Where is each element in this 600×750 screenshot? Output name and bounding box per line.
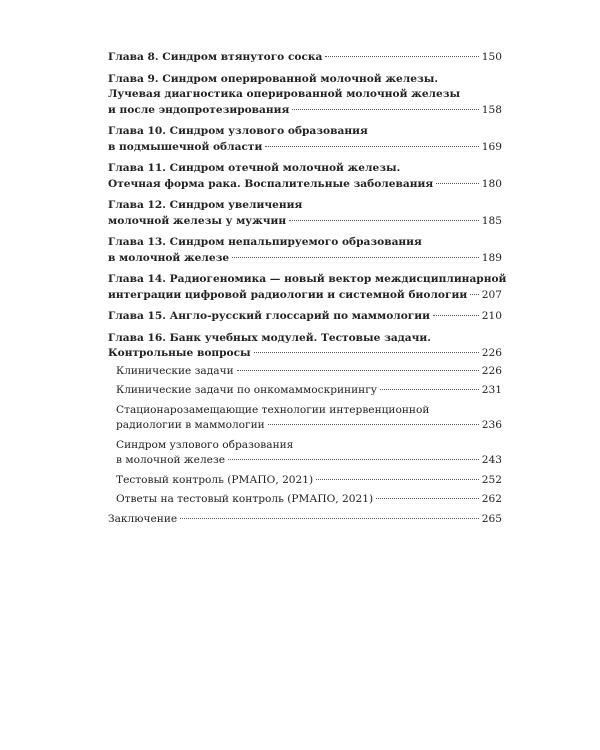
toc-entry-chapter-15[interactable] <box>108 309 502 325</box>
toc-entry-chapter-13[interactable] <box>108 235 502 266</box>
toc-title: Ответы на тестовый контроль (РМАПО, 2021) <box>116 493 374 505</box>
dot-leader <box>316 478 479 480</box>
toc-title-line: в молочной железе <box>108 251 230 264</box>
toc-subentry-interventional-radiology[interactable] <box>116 403 502 434</box>
toc-subentry-screening-tasks[interactable] <box>116 383 502 399</box>
dot-leader <box>470 293 479 295</box>
toc-page-number: 158 <box>481 103 502 116</box>
toc-title-line: Глава 11. Синдром отечной молочной железы. <box>108 162 401 174</box>
toc-entry-chapter-16[interactable] <box>108 331 502 362</box>
toc-entry-chapter-12[interactable] <box>108 198 502 229</box>
toc-entry-chapter-14[interactable] <box>108 272 507 303</box>
toc-subentry-nodular-formation[interactable] <box>116 438 502 469</box>
toc-title: Глава 8. Синдром втянутого соска <box>108 51 323 63</box>
toc-title-line: молочной железы у мужчин <box>108 214 287 227</box>
dot-leader <box>232 256 479 258</box>
toc-subentry-test-control[interactable] <box>116 473 502 489</box>
toc-title-line: Глава 9. Синдром оперированной молочной железы. <box>108 72 439 85</box>
dot-leader <box>325 55 478 57</box>
toc-page-number: 252 <box>481 473 502 486</box>
dot-leader <box>380 388 479 390</box>
toc-page-number: 185 <box>481 214 502 227</box>
toc-page-number: 231 <box>481 384 502 396</box>
toc-title-line: в молочной железе <box>116 454 225 466</box>
toc-page-number: 226 <box>481 347 502 359</box>
dot-leader <box>237 369 479 371</box>
toc-entry-chapter-10[interactable] <box>108 124 502 155</box>
toc-title: Клинические задачи по онкомаммоскринингу <box>116 384 378 396</box>
toc-title: Глава 15. Англо-русский глоссарий по маммологии <box>108 310 431 322</box>
toc-title: Клинические задачи <box>116 364 234 377</box>
toc-title-line: Отечная форма рака. Воспалительные заболевания <box>108 177 434 190</box>
toc-title-line: интеграции цифровой радиологии и системной биологии <box>108 288 468 301</box>
toc-title-line: Глава 16. Банк учебных модулей. Тестовые задачи. <box>108 331 431 344</box>
toc-page-number: 262 <box>481 493 502 505</box>
dot-leader <box>268 423 479 425</box>
toc-title-line: и после эндопротезирования <box>108 103 290 116</box>
toc-title-line: Глава 12. Синдром увеличения <box>108 199 303 211</box>
toc-title: Заключение <box>108 512 178 525</box>
toc-page-number: 243 <box>481 454 502 466</box>
toc-title-line: Глава 10. Синдром узлового образования <box>108 125 368 137</box>
toc-page-number: 226 <box>481 364 502 377</box>
toc-entry-chapter-11[interactable] <box>108 161 502 192</box>
toc-subentry-clinical-tasks[interactable] <box>116 364 502 380</box>
toc-page-number: 189 <box>481 251 502 264</box>
toc-title-line: Синдром узлового образования <box>116 438 294 451</box>
toc-subentry-test-answers[interactable] <box>116 492 502 508</box>
toc-title-line: Глава 14. Радиогеномика — новый вектор междисциплинарной <box>108 273 507 285</box>
toc-title-line: Глава 13. Синдром непальпируемого образования <box>108 236 422 248</box>
toc-page-number: 265 <box>481 512 502 525</box>
dot-leader <box>289 219 479 221</box>
toc-title-line: Лучевая диагностика оперированной молочной железы <box>108 88 461 100</box>
toc-title-line: Контрольные вопросы <box>108 347 251 359</box>
toc-title-line: радиологии в маммологии <box>116 419 265 431</box>
toc-title-line: в подмышечной области <box>108 140 263 153</box>
toc-page-number: 180 <box>481 177 502 190</box>
toc-page-number: 210 <box>481 310 502 322</box>
toc-entry-chapter-9[interactable] <box>108 72 502 119</box>
toc-page-number: 207 <box>481 288 502 301</box>
toc-entry-chapter-8[interactable] <box>108 50 502 66</box>
toc-title-line: Стационарозамещающие технологии интервенционной <box>116 403 430 416</box>
toc-title: Тестовый контроль (РМАПО, 2021) <box>116 473 314 486</box>
toc-page-number: 150 <box>481 51 502 63</box>
dot-leader <box>228 458 479 460</box>
toc-page-number: 236 <box>481 419 502 431</box>
dot-leader <box>180 517 479 519</box>
toc-page-number: 169 <box>481 140 502 153</box>
dot-leader <box>436 182 479 184</box>
table-of-contents <box>108 50 507 533</box>
dot-leader <box>292 108 478 110</box>
dot-leader <box>254 351 479 353</box>
dot-leader <box>265 145 478 147</box>
dot-leader <box>433 314 479 316</box>
toc-entry-conclusion[interactable] <box>108 512 502 528</box>
dot-leader <box>376 497 479 499</box>
